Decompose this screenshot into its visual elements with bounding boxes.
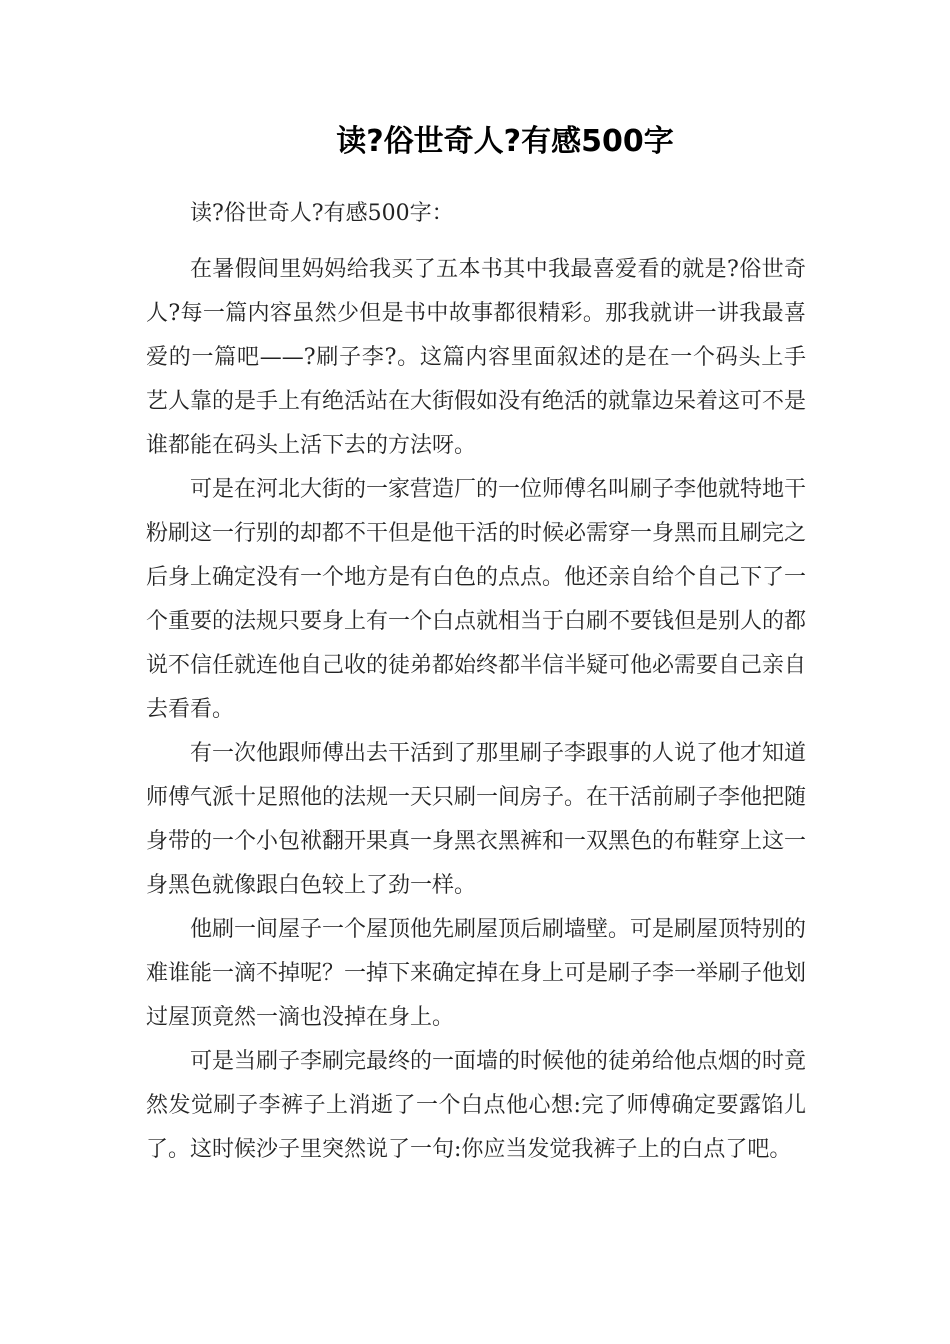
paragraph-intro: 读?俗世奇人?有感500字： (190, 201, 454, 226)
paragraph: 可是在河北大街的一家营造厂的一位师傅名叫刷子李他就特地干粉刷这一行别的却都不干但是他干活的时候必需穿一身黑而且刷完之后身上确定没有一个地方是有白色的点点。他还亲自给个自己下了一个重要的法规只要身上有一个白点就相当于白刷不要钱但是别人的都说不信任就连他自己收的徒弟都始终都半信半疑可他必需要自己亲自去看看。 (146, 477, 807, 722)
paragraph: 可是当刷子李刷完最终的一面墙的时候他的徒弟给他点烟的时竟然发觉刷子李裤子上消逝了一个白点他心想:完了师傅确定要露馅儿了。这时候沙子里突然说了一句:你应当发觉我裤子上的白点了吧。 (146, 1049, 807, 1162)
document-title: 读?俗世奇人?有感500字 (336, 124, 674, 159)
paragraph: 在暑假间里妈妈给我买了五本书其中我最喜爱看的就是?俗世奇人?每一篇内容虽然少但是书中故事都很精彩。那我就讲一讲我最喜爱的一篇吧——?刷子李?。这篇内容里面叙述的是在一个码头上手艺人靠的是手上有绝活站在大街假如没有绝活的就靠边呆着这可不是谁都能在码头上活下去的方法呀。 (146, 257, 807, 458)
document-body (146, 192, 806, 1172)
paragraph: 有一次他跟师傅出去干活到了那里刷子李跟事的人说了他才知道师傅气派十足照他的法规一天只刷一间房子。在干活前刷子李他把随身带的一个小包袱翻开果真一身黑衣黑裤和一双黑色的布鞋穿上这一身黑色就像跟白色较上了劲一样。 (146, 741, 807, 898)
paragraph: 他刷一间屋子一个屋顶他先刷屋顶后刷墙壁。可是刷屋顶特别的难谁能一滴不掉呢？一掉下来确定掉在身上可是刷子李一举刷子他划过屋顶竟然一滴也没掉在身上。 (146, 917, 807, 1030)
